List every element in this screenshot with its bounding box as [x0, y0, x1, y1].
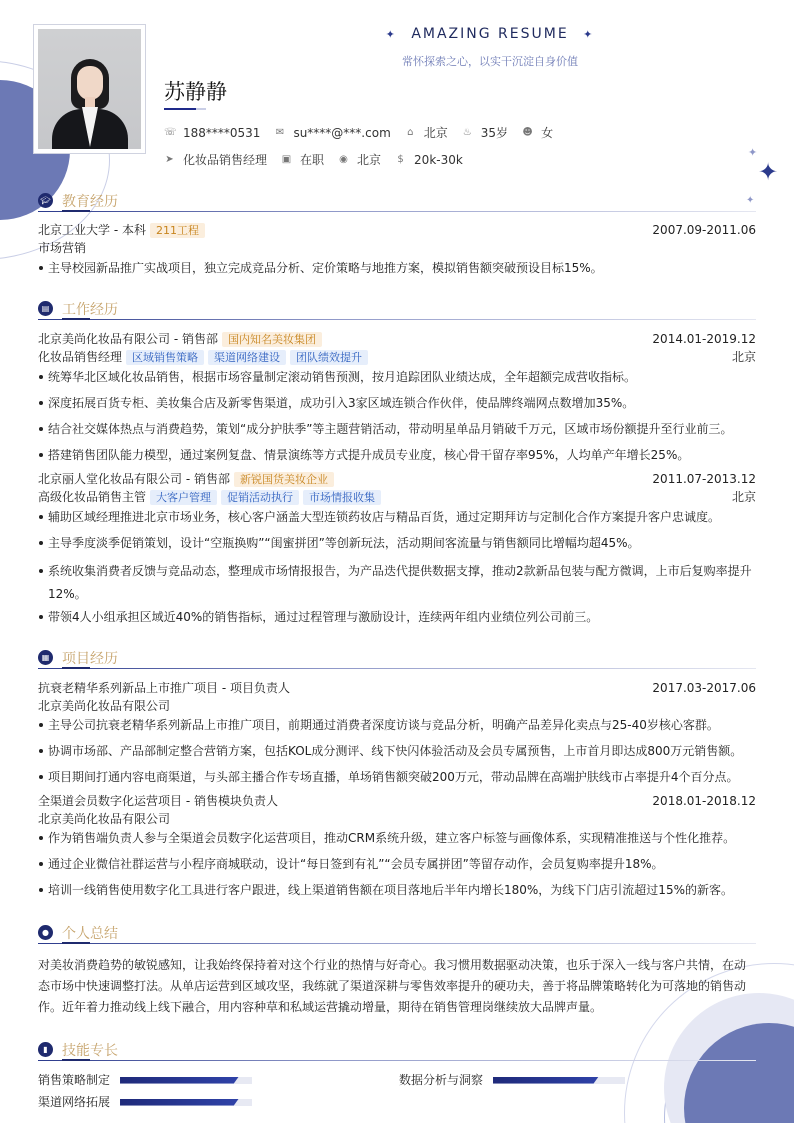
- skill-item: [399, 1072, 625, 1088]
- info-text: 在职: [300, 153, 325, 167]
- project-bullet: 协调市场部、产品部制定整合营销方案，包括KOL成分测评、线下快闪体验活动及会员专属预售，上市首月即达成800万元销售额。: [38, 742, 756, 760]
- info-item: [281, 151, 324, 168]
- skill-item: [38, 1072, 252, 1088]
- info-text: 北京: [357, 153, 382, 167]
- sparkle-icon: ✦: [748, 146, 758, 159]
- job-bullet: 深度拓展百货专柜、美妆集合店及新零售渠道，成功引入3家区域连锁合作伙伴，使品牌终端网点数增加35%。: [38, 394, 756, 412]
- section-header: [38, 299, 756, 323]
- project-name: 抗衰老精华系列新品上市推广项目 - 项目负责人: [38, 681, 290, 695]
- home-icon: ⌂: [407, 127, 414, 138]
- project-entry: [38, 792, 756, 899]
- section-divider: [38, 211, 756, 212]
- cake-icon: ♨: [462, 127, 472, 138]
- company-name: 北京丽人堂化妆品有限公司 - 销售部: [38, 472, 230, 486]
- project-bullet: 培训一线销售使用数字化工具进行客户跟进，线上渠道销售额在项目落地后半年内增长180%，为线下门店引流超过15%的新客。: [38, 881, 756, 899]
- info-item: [462, 124, 508, 141]
- section-divider-accent: [62, 210, 90, 212]
- section-divider-accent: [62, 1059, 90, 1061]
- project-entry: [38, 679, 756, 786]
- company-tag: 国内知名美妆集团: [222, 332, 322, 347]
- section-divider: [38, 668, 756, 669]
- job-position: 高级化妆品销售主管: [38, 490, 147, 504]
- job-header-row: [38, 470, 756, 488]
- skill-level-bar: [493, 1077, 625, 1084]
- job-entry: [38, 470, 756, 626]
- section-divider-accent: [62, 318, 90, 320]
- education-header-row: [38, 221, 756, 239]
- resume-title-text: AMAZING RESUME: [411, 26, 569, 42]
- info-text: 化妆品销售经理: [183, 153, 268, 167]
- sparkle-icon-small: ✦: [746, 195, 755, 206]
- salary-icon: $: [397, 154, 404, 165]
- skill-tag: 区域销售策略: [126, 350, 204, 365]
- job-bullet: 带领4人小组承担区域近40%的销售指标，通过过程管理与激励设计，连续两年组内业绩位列公司前三。: [38, 608, 756, 626]
- skills-section: [38, 1040, 756, 1120]
- job-bullet: 结合社交媒体热点与消费趋势，策划“成分护肤季”等主题营销活动，带动明星单品月销破千万元，区域市场份额提升至行业前三。: [38, 420, 756, 438]
- info-item: [164, 151, 267, 168]
- section-divider: [38, 319, 756, 320]
- job-info-row: [164, 151, 477, 168]
- project-header-row: [38, 679, 756, 697]
- skill-level-fill: [120, 1099, 239, 1106]
- project-bullet: 作为销售端负责人参与全渠道会员数字化运营项目，推动CRM系统升级，建立客户标签与画像体系，实现精准推送与个性化推荐。: [38, 829, 756, 847]
- job-bullet: 系统收集消费者反馈与竞品动态，整理成市场情报报告，为产品迭代提供数据支撑，推动2款新品包装与配方微调，上市后复购率提升12%。: [38, 560, 754, 606]
- education-section: [38, 191, 756, 277]
- section-header: [38, 191, 756, 215]
- school-tag: 211工程: [150, 223, 205, 238]
- info-item: [395, 153, 463, 167]
- school-name: 北京工业大学 - 本科: [38, 223, 146, 237]
- info-item: [522, 124, 553, 141]
- name-underline-light: [196, 108, 206, 110]
- info-text: 北京: [423, 126, 448, 140]
- mail-icon: ✉: [275, 127, 285, 138]
- project-date: 2018.01-2018.12: [652, 794, 756, 808]
- user-icon: ●: [38, 925, 53, 940]
- project-name: 全渠道会员数字化运营项目 - 销售模块负责人: [38, 794, 278, 808]
- job-bullet: 辅助区域经理推进北京市场业务，核心客户涵盖大型连锁药妆店与精品百货，通过定期拜访与定制化合作方案提升客户忠诚度。: [38, 508, 756, 526]
- job-position: 化妆品销售经理: [38, 350, 123, 364]
- job-position-row: [38, 348, 756, 366]
- briefcase-icon: ▣: [281, 154, 292, 165]
- project-company: 北京美尚化妆品有限公司: [38, 812, 171, 826]
- section-title: 工作经历: [62, 302, 118, 318]
- company-tag: 新锐国货美妆企业: [234, 472, 334, 487]
- skill-tag: 团队绩效提升: [290, 350, 368, 365]
- resume-title: [370, 26, 610, 42]
- section-divider: [38, 943, 756, 944]
- work-section: [38, 299, 756, 626]
- skill-name: 销售策略制定: [38, 1073, 111, 1087]
- info-item: [405, 124, 448, 141]
- project-date: 2017.03-2017.06: [652, 681, 756, 695]
- info-text: 188****0531: [183, 125, 261, 140]
- job-date: 2014.01-2019.12: [652, 332, 756, 346]
- graduation-cap-icon: 🎓︎: [38, 193, 53, 208]
- grid-icon: ▦: [38, 650, 53, 665]
- info-text: 女: [541, 126, 554, 140]
- contact-info-row: [164, 124, 567, 141]
- summary-section: [38, 923, 756, 1018]
- job-city: 北京: [731, 490, 756, 504]
- location-pin-icon: ◉: [339, 154, 348, 165]
- info-item: [338, 151, 381, 168]
- section-title: 项目经历: [62, 651, 118, 667]
- skill-level-fill: [493, 1077, 599, 1084]
- section-header: [38, 648, 756, 672]
- sparkle-icon: ✦: [583, 28, 595, 41]
- profile-photo: [33, 24, 146, 154]
- name-underline: [164, 108, 196, 110]
- briefcase-icon: ▤: [38, 301, 53, 316]
- section-title: 个人总结: [62, 926, 118, 942]
- skill-tag: 市场情报收集: [303, 490, 381, 505]
- job-city: 北京: [731, 350, 756, 364]
- job-entry: [38, 330, 756, 464]
- bar-chart-icon: ▮: [38, 1042, 53, 1057]
- info-text: 20k-30k: [414, 152, 463, 167]
- resume-slogan: 常怀探索之心，以实干沉淀自身价值: [402, 55, 578, 68]
- job-date: 2011.07-2013.12: [652, 472, 756, 486]
- major: 市场营销: [38, 241, 87, 255]
- education-date: 2007.09-2011.06: [652, 223, 756, 237]
- phone-icon: ☏: [164, 127, 177, 138]
- summary-text: 对美妆消费趋势的敏锐感知，让我始终保持着对这个行业的热情与好奇心。我习惯用数据驱动决策，也乐于深入一线与客户共情，在动态市场中快速调整打法。从单店运营到区域攻坚，我练就了渠道深耕与零售效率提升的硬功夫，善于将品牌策略转化为可落地的销售动作。近年着力推动线上线下融合，用内容种草和私域运营撬动增量，期待在销售管理岗继续放大品牌声量。: [38, 958, 747, 1014]
- info-text: 35岁: [480, 126, 509, 140]
- job-bullet: 搭建销售团队能力模型，通过案例复盘、情景演练等方式提升成员专业度，核心骨干留存率95%，人均单产年增长25%。: [38, 446, 756, 464]
- skill-tag: 大客户管理: [150, 490, 217, 505]
- project-bullet: 通过企业微信社群运营与小程序商城联动，设计“每日签到有礼”“会员专属拼团”等留存动作，会员复购率提升18%。: [38, 855, 756, 873]
- education-bullet: 主导校园新品推广实战项目，独立完成竞品分析、定价策略与地推方案，模拟销售额突破预设目标15%。: [38, 259, 756, 277]
- skill-level-bar: [120, 1077, 252, 1084]
- skill-level-fill: [120, 1077, 239, 1084]
- send-icon: ➤: [165, 154, 174, 165]
- skill-level-bar: [120, 1099, 252, 1106]
- skill-name: 渠道网络拓展: [38, 1095, 111, 1109]
- gender-icon: ☻: [522, 127, 533, 138]
- job-bullet: 统筹华北区域化妆品销售，根据市场容量制定滚动销售预测，按月追踪团队业绩达成，全年超额完成营收指标。: [38, 368, 756, 386]
- company-name: 北京美尚化妆品有限公司 - 销售部: [38, 332, 218, 346]
- info-item: [274, 126, 390, 140]
- skill-item: [38, 1094, 252, 1110]
- section-divider: [38, 1060, 756, 1061]
- project-bullet: 项目期间打通内容电商渠道，与头部主播合作专场直播，单场销售额突破200万元，带动品牌在高端护肤线市占率提升4个百分点。: [38, 768, 756, 786]
- job-bullet: 主导季度淡季促销策划，设计“空瓶换购”“闺蜜拼团”等创新玩法，活动期间客流量与销售额同比增幅均超45%。: [38, 534, 756, 552]
- skill-name: 数据分析与洞察: [399, 1073, 484, 1087]
- candidate-name: 苏静静: [164, 80, 227, 104]
- section-header: [38, 1040, 756, 1064]
- job-header-row: [38, 330, 756, 348]
- sparkle-icon: ✦: [385, 28, 397, 41]
- info-text: su****@***.com: [293, 125, 391, 140]
- project-header-row: [38, 792, 756, 810]
- section-divider-accent: [62, 667, 90, 669]
- section-title: 技能专长: [62, 1043, 118, 1059]
- avatar: [38, 29, 141, 149]
- skill-tag: 促销活动执行: [221, 490, 299, 505]
- project-bullet: 主导公司抗衰老精华系列新品上市推广项目，前期通过消费者深度访谈与竞品分析，明确产品差异化卖点与25-40岁核心客群。: [38, 716, 756, 734]
- job-position-row: [38, 488, 756, 506]
- project-company: 北京美尚化妆品有限公司: [38, 699, 171, 713]
- section-divider-accent: [62, 942, 90, 944]
- project-section: [38, 648, 756, 899]
- info-item: [164, 126, 260, 140]
- section-title: 教育经历: [62, 194, 118, 210]
- skill-tag: 渠道网络建设: [208, 350, 286, 365]
- section-header: [38, 923, 756, 947]
- sparkle-icon-large: ✦: [758, 158, 779, 186]
